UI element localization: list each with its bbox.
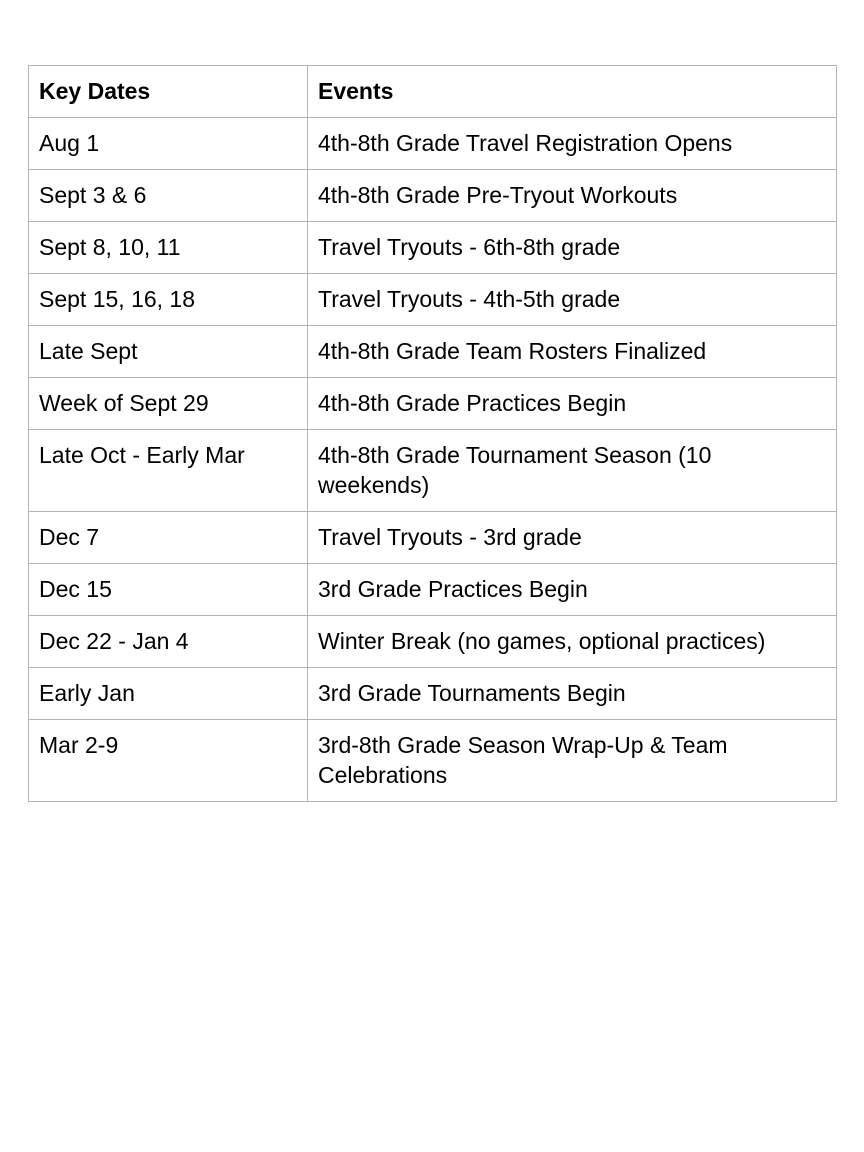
row-event: 4th-8th Grade Practices Begin [308, 378, 837, 430]
table-row [29, 564, 837, 616]
row-event: 4th-8th Grade Travel Registration Opens [308, 118, 837, 170]
row-date: Sept 8, 10, 11 [29, 222, 308, 274]
table-row [29, 430, 837, 512]
table-row [29, 222, 837, 274]
key-dates-table [28, 65, 837, 802]
row-event: 3rd Grade Practices Begin [308, 564, 837, 616]
table-row [29, 326, 837, 378]
header-events: Events [308, 66, 837, 118]
row-date: Aug 1 [29, 118, 308, 170]
row-date: Week of Sept 29 [29, 378, 308, 430]
table-row [29, 512, 837, 564]
row-event: Winter Break (no games, optional practices) [308, 616, 837, 668]
table-row [29, 616, 837, 668]
row-event: Travel Tryouts - 4th-5th grade [308, 274, 837, 326]
table-row [29, 668, 837, 720]
row-event: 4th-8th Grade Tournament Season (10 weekends) [308, 430, 837, 512]
row-date: Dec 7 [29, 512, 308, 564]
row-date: Sept 15, 16, 18 [29, 274, 308, 326]
table-row [29, 170, 837, 222]
row-event: 4th-8th Grade Team Rosters Finalized [308, 326, 837, 378]
row-event: Travel Tryouts - 3rd grade [308, 512, 837, 564]
table-row [29, 274, 837, 326]
row-date: Early Jan [29, 668, 308, 720]
table-row [29, 378, 837, 430]
table-row [29, 720, 837, 802]
row-date: Late Oct - Early Mar [29, 430, 308, 512]
table-header-row [29, 66, 837, 118]
row-event: 3rd-8th Grade Season Wrap-Up & Team Celebrations [308, 720, 837, 802]
header-key-dates: Key Dates [29, 66, 308, 118]
row-event: 4th-8th Grade Pre-Tryout Workouts [308, 170, 837, 222]
row-date: Dec 15 [29, 564, 308, 616]
row-date: Dec 22 - Jan 4 [29, 616, 308, 668]
row-date: Mar 2-9 [29, 720, 308, 802]
row-event: Travel Tryouts - 6th-8th grade [308, 222, 837, 274]
row-event: 3rd Grade Tournaments Begin [308, 668, 837, 720]
row-date: Late Sept [29, 326, 308, 378]
row-date: Sept 3 & 6 [29, 170, 308, 222]
table-row [29, 118, 837, 170]
